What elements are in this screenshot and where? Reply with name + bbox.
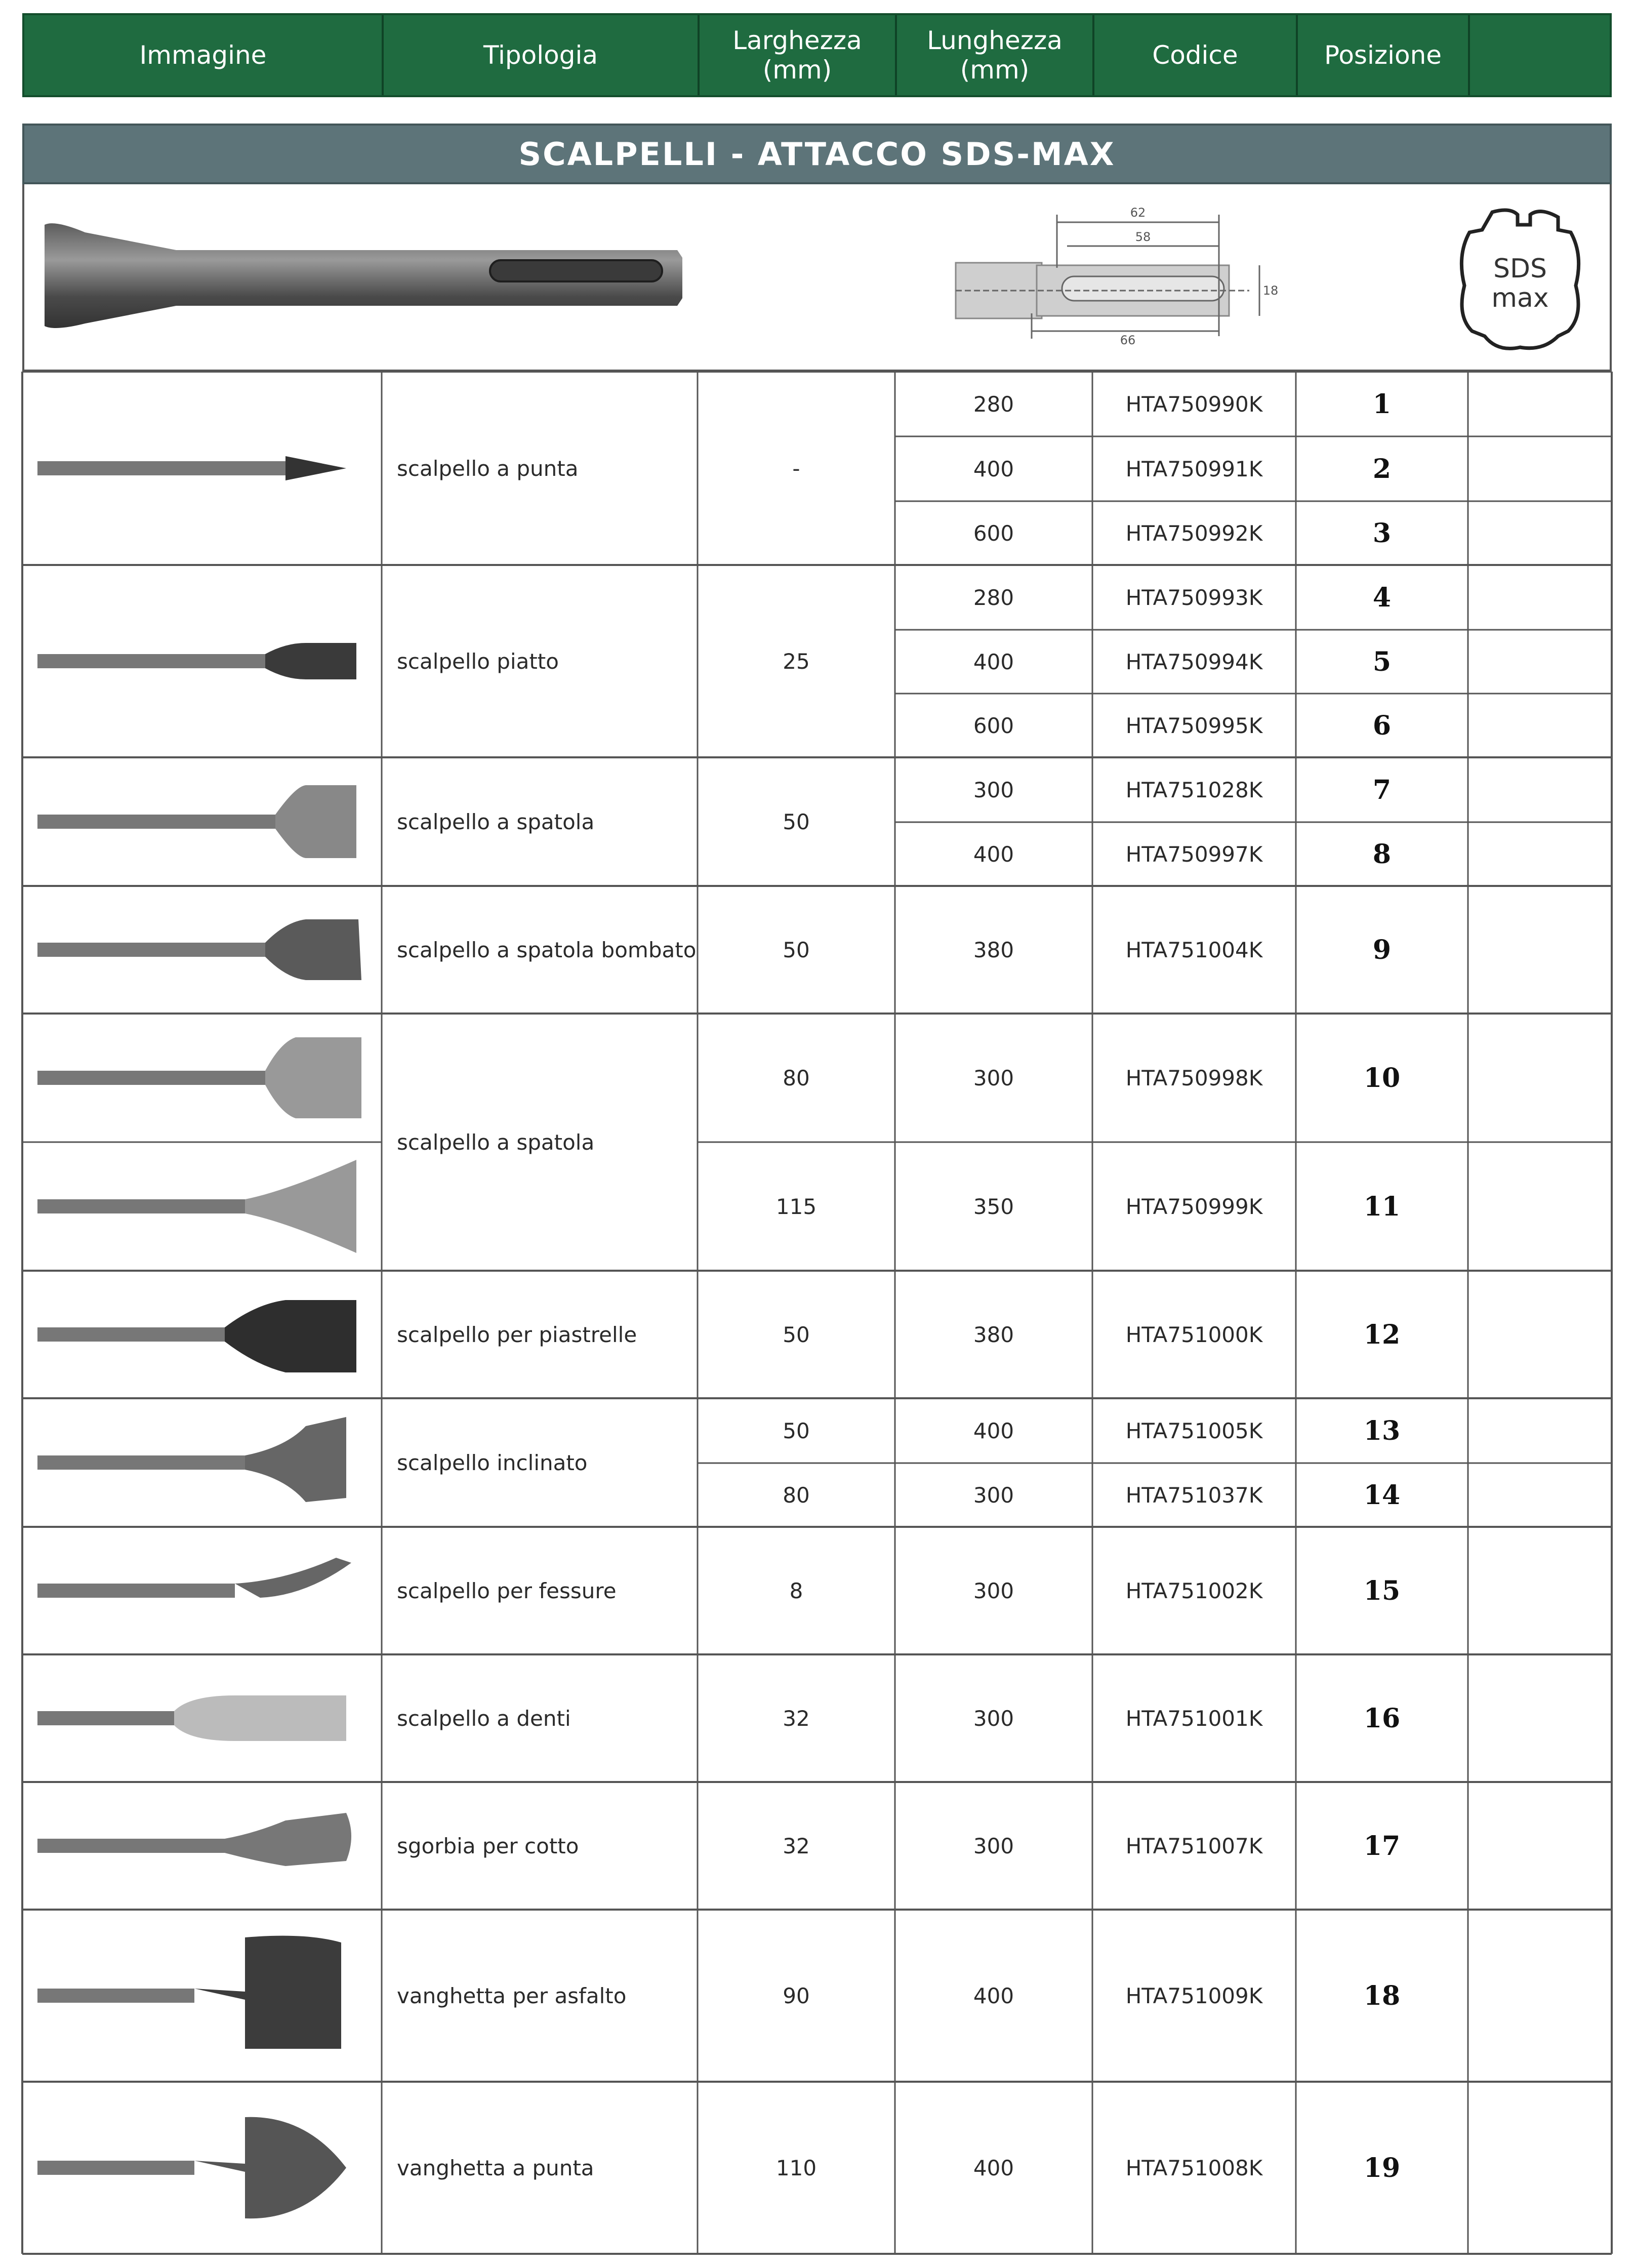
type-cell: vanghetta per asfalto [397, 1983, 627, 2008]
position-cell: 10 [1363, 1062, 1401, 1094]
length-cell: 400 [973, 2155, 1014, 2180]
position-cell: 15 [1363, 1575, 1401, 1606]
length-cell: 300 [973, 1706, 1014, 1731]
position-cell: 11 [1363, 1191, 1401, 1222]
position-cell: 14 [1363, 1479, 1401, 1511]
header-extra [1470, 15, 1610, 95]
code-cell: HTA751004K [1125, 937, 1263, 962]
position-cell: 7 [1372, 774, 1392, 805]
position-cell: 4 [1372, 582, 1392, 613]
toothed-chisel-image [22, 1654, 382, 1782]
position-cell: 12 [1363, 1319, 1401, 1350]
position-cell: 19 [1363, 2152, 1401, 2183]
width-cell: 50 [783, 809, 810, 834]
type-cell: vanghetta a punta [397, 2155, 594, 2180]
type-cell: scalpello a spatola bombato [397, 937, 697, 962]
code-cell: HTA751007K [1125, 1833, 1263, 1858]
flat-chisel-image [22, 565, 382, 757]
position-cell: 9 [1372, 934, 1392, 965]
position-cell: 13 [1363, 1415, 1401, 1446]
code-cell: HTA750991K [1125, 456, 1263, 481]
code-cell: HTA750992K [1125, 520, 1263, 546]
width-cell: 25 [783, 649, 810, 674]
header-tipologia: Tipologia [384, 15, 700, 95]
header-immagine: Immagine [24, 15, 384, 95]
width-cell: 115 [775, 1194, 817, 1219]
length-cell: 400 [973, 841, 1014, 867]
code-cell: HTA750994K [1125, 649, 1263, 674]
section-title: SCALPELLI - ATTACCO SDS-MAX [22, 124, 1612, 184]
position-cell: 18 [1363, 1980, 1401, 2011]
pointed-spade-image [22, 2082, 382, 2254]
length-cell: 350 [973, 1194, 1014, 1219]
type-cell: scalpello a punta [397, 456, 579, 481]
length-cell: 280 [973, 391, 1014, 417]
table-header [22, 13, 1612, 97]
position-cell: 2 [1372, 453, 1392, 484]
code-cell: HTA750999K [1125, 1194, 1263, 1219]
tile-chisel-image [22, 1271, 382, 1398]
sds-max-logo [1461, 210, 1578, 348]
length-cell: 600 [973, 520, 1014, 546]
type-cell: sgorbia per cotto [397, 1833, 579, 1858]
type-cell: scalpello a spatola [397, 1129, 595, 1155]
width-cell: 32 [783, 1706, 810, 1731]
position-cell: 17 [1363, 1830, 1401, 1861]
wide-spade-chisel-image [22, 1014, 382, 1142]
length-cell: 380 [973, 1322, 1014, 1347]
width-cell: 90 [783, 1983, 810, 2008]
type-cell: scalpello per fessure [397, 1578, 617, 1603]
length-cell: 400 [973, 1983, 1014, 2008]
spade-chisel-image [22, 757, 382, 886]
position-cell: 6 [1372, 710, 1392, 741]
dimension-62: 62 [1130, 206, 1146, 220]
curved-spade-chisel-image [22, 886, 382, 1014]
header-codice: Codice [1094, 15, 1298, 95]
length-cell: 300 [973, 1482, 1014, 1508]
shank-technical-drawing [956, 215, 1259, 339]
code-cell: HTA751008K [1125, 2155, 1263, 2180]
code-cell: HTA750995K [1125, 713, 1263, 738]
dimension-18: 18 [1262, 284, 1279, 298]
position-cell: 3 [1372, 517, 1392, 549]
type-cell: scalpello inclinato [397, 1450, 588, 1475]
length-cell: 300 [973, 1578, 1014, 1603]
position-cell: 8 [1372, 838, 1392, 870]
width-cell: 32 [783, 1833, 810, 1858]
width-cell: 8 [789, 1578, 803, 1603]
logo-sds-text: SDS [1493, 254, 1547, 284]
length-cell: 280 [973, 585, 1014, 610]
sds-shank-photo [45, 223, 682, 328]
width-cell: 50 [783, 1322, 810, 1347]
logo-max-text: max [1491, 283, 1549, 313]
position-cell: 1 [1372, 388, 1392, 420]
dimension-66: 66 [1120, 333, 1136, 347]
type-cell: scalpello a denti [397, 1706, 571, 1731]
position-cell: 16 [1363, 1703, 1401, 1734]
length-cell: 300 [973, 777, 1014, 802]
type-cell: scalpello per piastrelle [397, 1322, 637, 1347]
code-cell: HTA751000K [1125, 1322, 1263, 1347]
dimension-58: 58 [1135, 230, 1151, 244]
angled-chisel-image [22, 1398, 382, 1527]
header-lunghezza: Lunghezza (mm) [897, 15, 1094, 95]
position-cell: 5 [1372, 646, 1392, 677]
code-cell: HTA751001K [1125, 1706, 1263, 1731]
code-cell: HTA750997K [1125, 841, 1263, 867]
width-cell: 50 [783, 1418, 810, 1443]
code-cell: HTA750990K [1125, 391, 1263, 417]
width-cell: 80 [783, 1482, 810, 1508]
width-cell: 80 [783, 1065, 810, 1090]
length-cell: 300 [973, 1833, 1014, 1858]
width-cell: - [792, 456, 800, 481]
length-cell: 600 [973, 713, 1014, 738]
length-cell: 300 [973, 1065, 1014, 1090]
shank-illustration [24, 184, 1610, 370]
asphalt-spade-image [22, 1910, 382, 2082]
header-posizione: Posizione [1298, 15, 1470, 95]
code-cell: HTA750993K [1125, 585, 1263, 610]
channel-chisel-image [22, 1527, 382, 1654]
length-cell: 400 [973, 456, 1014, 481]
length-cell: 400 [973, 649, 1014, 674]
type-cell: scalpello piatto [397, 649, 559, 674]
length-cell: 380 [973, 937, 1014, 962]
type-cell: scalpello a spatola [397, 809, 595, 834]
point-chisel-image [22, 372, 382, 565]
length-cell: 400 [973, 1418, 1014, 1443]
code-cell: HTA751005K [1125, 1418, 1263, 1443]
width-cell: 110 [775, 2155, 817, 2180]
gouge-chisel-image [22, 1782, 382, 1910]
wide-spade-chisel-image [22, 1142, 382, 1271]
width-cell: 50 [783, 937, 810, 962]
header-larghezza: Larghezza (mm) [700, 15, 897, 95]
code-cell: HTA751009K [1125, 1983, 1263, 2008]
code-cell: HTA750998K [1125, 1065, 1263, 1090]
code-cell: HTA751028K [1125, 777, 1263, 802]
code-cell: HTA751002K [1125, 1578, 1263, 1603]
code-cell: HTA751037K [1125, 1482, 1263, 1508]
shank-row [22, 184, 1612, 372]
